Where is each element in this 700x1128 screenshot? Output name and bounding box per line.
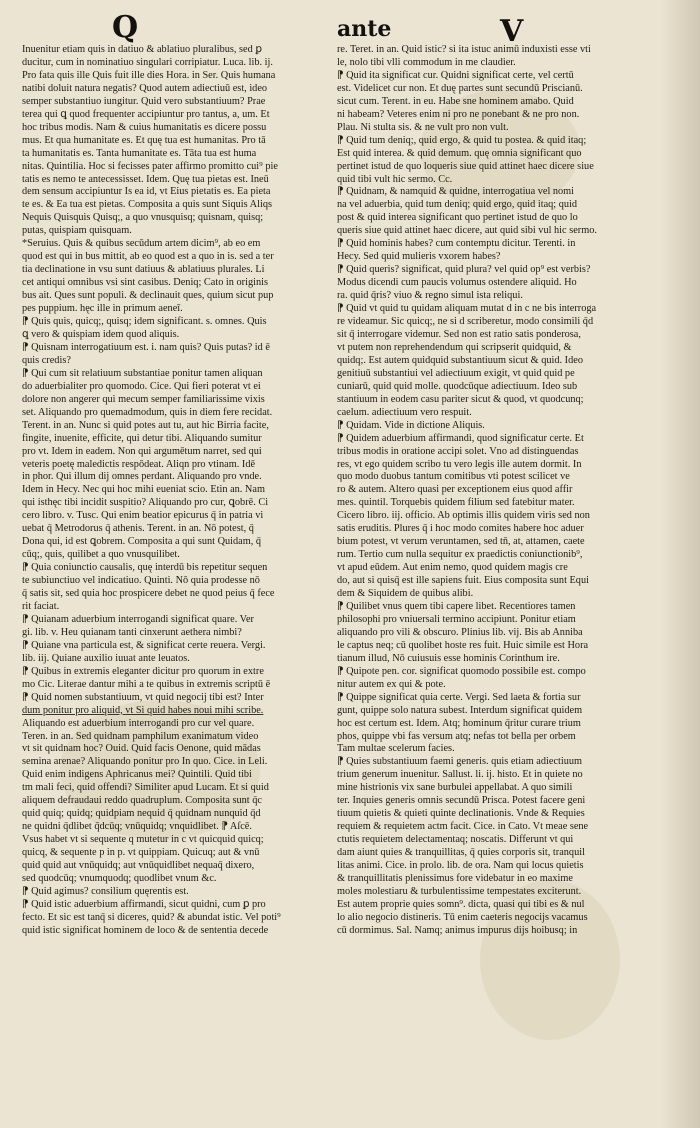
text-line: in phor. Qui illum dij omnes perdant. Aliquando pro vnde. bbox=[22, 471, 262, 483]
text-line: pes puppium. hęc ille in primum aeneī. bbox=[22, 303, 183, 315]
text-line: ⁋ Quid nomen substantiuum, vt quid negocij tibi est? Inter bbox=[22, 691, 264, 703]
text-line: mine histrionis vix sane burbulei appellabat. A quo simili bbox=[337, 782, 573, 794]
text-line: Quid enim indigens Aphricanus mei? Quintili. Quid tibi bbox=[22, 769, 252, 781]
header-left-letter: Q bbox=[112, 10, 139, 45]
text-line: dolore non angerer qui mecum semper familiarissime vixis bbox=[22, 393, 265, 405]
text-line: ⁋ Quippe significat quia certe. Vergi. Sed laeta & fortia sur bbox=[337, 691, 581, 703]
text-line: requiem & requietem actm facit. Cice. in Cato. Vt meae sene bbox=[337, 821, 589, 833]
text-line: quidq;. Est autem quidquid substantiuum sicut & quid. Ideo bbox=[337, 354, 583, 366]
text-line: ⁋ Quidem aduerbium affirmandi, quod significatur certe. Et bbox=[337, 432, 584, 444]
text-line: ta humanitatis es. Tanta humanitate es. Tāta tua est huma bbox=[22, 147, 257, 159]
text-line: mo Cic. Literae dantur mihi a te quibus in extremis scriptū ē bbox=[22, 678, 271, 690]
text-line: cū dormimus. Sal. Namq; animus impurus dijs hoibusq; in bbox=[337, 924, 578, 936]
header-right-letter: V bbox=[500, 14, 524, 49]
text-line: na vel aduerbia, quid tum deniq; quid ergo, quid itaq; quid bbox=[337, 199, 578, 211]
text-line: dem & Siquidem de quibus alibi. bbox=[337, 588, 474, 600]
text-line: quid tibi vult hic sermo. Cc. bbox=[337, 173, 453, 185]
text-line: le captus neq; cū quolibet hoste res fuit. Huic simile est Hora bbox=[337, 639, 589, 651]
text-line: ro & autem. Altero quasi per exceptionem eius quod affir bbox=[337, 484, 573, 496]
text-line: phos, quippe vbi fas versum atq; nefas tot bella per orbem bbox=[337, 730, 576, 742]
text-line: *Seruius. Quis & quibus secūdum artem dicim⁹, ab eo em bbox=[22, 238, 261, 250]
text-line: aliquem defraudaui reddo quadruplum. Composita sunt q̄c bbox=[22, 795, 262, 807]
text-line: le, nolo tibi vlli commodum in me claudier. bbox=[337, 56, 516, 68]
text-line: moles molestiaru & turbulentissime tempestates exciterunt. bbox=[337, 885, 582, 897]
text-line: quid quiq; quidq; quidpiam nequid q̄ quidnam nunquid q̄d bbox=[22, 808, 261, 820]
text-line: Nequis Quisquis Quisq;, a quo vnusquisq; quisnam, quisq; bbox=[22, 212, 264, 224]
text-line: dem sensum accipiuntur Is ea id, vt Eius pietatis es. Ea pieta bbox=[22, 186, 271, 198]
text-line: re. Teret. in an. Quid istic? si ita istuc animū induxisti esse vti bbox=[337, 44, 591, 55]
text-line: ⁋ Quilibet vnus quem tibi capere libet. Recentiores tamen bbox=[337, 600, 576, 612]
text-line: philosophi pro vniuersali termino accipiunt. Ponitur etiam bbox=[337, 613, 576, 625]
text-line: pro vt. Idem in eadem. Non qui argumētum narret, sed qui bbox=[22, 445, 262, 457]
text-line: do, aut si quisq̄ est ille sapiens fuit. Eius composita sunt Equi bbox=[337, 575, 589, 587]
text-line: Dona qui, id est ꝗobrem. Composita a qui sunt Quidam, q̄ bbox=[22, 536, 262, 548]
text-line: ni habeam? Veteres enim ni pro ne ponebant & ne pro non. bbox=[337, 108, 580, 120]
text-line: Teren. in an. Sed quidnam pamphilum exanimatum video bbox=[22, 730, 259, 742]
text-line: putas, quispiam quisquam. bbox=[22, 225, 132, 237]
text-line: ⁋ Quis quis, quicq;, quisq; idem significant. s. omnes. Quis bbox=[22, 316, 267, 328]
text-line: q̄ satis sit, sed quia hoc prospicere debet ne quod peius q̄ fece bbox=[22, 588, 275, 600]
text-line: est. Videlicet cur non. Et duę partes sunt secundū Priscianū. bbox=[337, 82, 583, 94]
text-line: semina arenae? Aliquando ponitur pro In quo. Cice. in Leli. bbox=[22, 756, 268, 768]
text-line: hoc est certum est. Idem. Atq; hominum q̄ritur curare trium bbox=[337, 717, 581, 729]
text-line: fingite, inuenite, efficite, qui detur tibi. Aliquando sumitur bbox=[22, 432, 262, 444]
text-line: sicut cum. Terent. in eu. Habe sne hominem amabo. Quid bbox=[337, 95, 574, 107]
text-line: Inuenitur etiam quis in datiuo & ablatiuo pluralibus, sed ꝑ bbox=[22, 44, 262, 55]
text-line: Idem in Hecy. Nec qui hoc mihi eueniat scio. Etin an. Nam bbox=[22, 484, 265, 496]
text-line: cuniarū, quid quid molle. quodcūque adiectiuum. Ideo sub bbox=[337, 380, 578, 392]
text-line: ⁋ Quid vt quid tu quidam aliquam mutat d in c ne bis interroga bbox=[337, 303, 597, 315]
text-line: rit faciat. bbox=[22, 600, 60, 612]
text-line: dum ponitur pro aliquid, vt Si quid habes noui mihi scribe. bbox=[22, 704, 264, 716]
text-line: bium potest, vt verum veruntamen, sed tn̄, at, attamen, caete bbox=[337, 536, 585, 548]
text-line: terea qui ꝗ quod frequenter accipiuntur pro tantus, a, um. Et bbox=[22, 108, 270, 120]
text-line: te es. & Ea tua est pietas. Composita a quis sunt Siquis Aliqs bbox=[22, 199, 272, 211]
text-line: tia declinatione in vsu sunt datiuus & ablatiuus plurales. Li bbox=[22, 264, 265, 276]
right-text-column bbox=[337, 44, 643, 1094]
text-line: tatis es nemo te antecessisset. Idem. Quę tua pietas est. Ineū bbox=[22, 173, 269, 185]
text-line: quid istic significat hominem de loco & de sententia decede bbox=[22, 924, 269, 936]
text-line: lib. iij. Quiane auxilio iuuat ante leuatos. bbox=[22, 652, 190, 664]
text-line: ne quidni q̄dlibet q̄dcūq; vnūquidq; vnquidlibet. ⁋ Aſcē. bbox=[22, 821, 252, 833]
text-line: satis eruditis. Plures q̄ i hoc modo comites habere hoc aduer bbox=[337, 523, 584, 535]
text-line: pertinet istud de quo loqueris siue quid attinet haec dicere siue bbox=[337, 160, 594, 172]
running-header bbox=[0, 8, 700, 49]
text-line: sit q̄ interrogare videmur. Sed non est ratio satis ponderosa, bbox=[337, 328, 581, 340]
text-line: vt apud eūdem. Aut enim nemo, quod quidem magis cre bbox=[337, 562, 568, 574]
text-line: res, vt ego quidem scribo tu vero legis ille autem dormit. In bbox=[337, 458, 582, 470]
text-line: stantiuum in eodem casu pariter sicut & quod, vt quodcunq; bbox=[337, 393, 584, 405]
text-line: sed quodcūq; vnumquodq; quodlibet vnum &c. bbox=[22, 873, 217, 884]
text-line: te subiunctiuo vel indicatiuo. Quinti. Nō quia prodesse nō bbox=[22, 575, 260, 587]
left-text-column bbox=[22, 44, 322, 1094]
text-line: ⁋ Quiane vna particula est, & significat certe reuera. Vergi. bbox=[22, 639, 266, 651]
text-line: vt putem non reprehendendum qui scripserit quidquid, & bbox=[337, 341, 572, 353]
text-line: veteris poetę maledictis respōdeat. Aliqn pro vtinam. Idē bbox=[22, 458, 256, 470]
text-line: ⁋ Quid tum deniq;, quid ergo, & quid tu postea. & quid itaq; bbox=[337, 134, 587, 146]
text-line: tm mali feci, quid offendi? Similiter apud Lucam. Et si quid bbox=[22, 782, 269, 794]
text-line: gi. lib. v. Heu quianam tanti cinxerunt aethera nimbi? bbox=[22, 626, 242, 638]
text-line: Modus dicendi cum paucis volumus ostendere aliquid. Ho bbox=[337, 277, 577, 289]
text-line: quicq, & sequente p in p. vt quippiam. Quicuq; aut & vnū bbox=[22, 847, 260, 859]
text-line: nitas. Quintilia. Hoc si fecisses pater affirmo promitto cui⁹ pie bbox=[22, 160, 278, 172]
text-line: quid quid aut vnūquidq; aut vnūquidlibet nequaq̄ dixero, bbox=[22, 860, 255, 872]
text-line: aliquando pro vili & obscuro. Plinius lib. vij. Bis ab Anniba bbox=[337, 626, 583, 638]
text-line: trium generum inuenitur. Sallust. li. ij. histo. Et in quiete no bbox=[337, 769, 583, 781]
text-line: ⁋ Quid ita significat cur. Quidni significat certe, vel certū bbox=[337, 69, 574, 81]
text-line: quis credis? bbox=[22, 354, 71, 366]
text-line: ⁋ Quid istic aduerbium affirmandi, sicut quidni, cum ꝑ pro bbox=[22, 898, 266, 910]
text-line: uebat q̄ Metrodorus q̄ athenis. Terent. in an. Nō potest, q̄ bbox=[22, 523, 254, 535]
text-line: hoc tribus modis. Nam & cuius humanitatis es dicere possu bbox=[22, 121, 267, 133]
text-line: ⁋ Quianam aduerbium interrogandi significat quare. Ver bbox=[22, 613, 254, 625]
text-line: ducitur, cum in nominatiuo singulari corripiatur. Luca. lib. ij. bbox=[22, 56, 273, 68]
text-line: rum. Tertio cum nulla sequitur ex praedictis coniunctionib⁹, bbox=[337, 549, 583, 561]
text-line: ⁋ Quid queris? significat, quid plura? vel quid op⁹ est verbis? bbox=[337, 264, 591, 276]
text-line: tiuum quietis & quieti quinte declinationis. Vnde & Requies bbox=[337, 808, 585, 820]
text-line: & tranquillitatis plenissimus fore videbatur in eo maxime bbox=[337, 873, 573, 884]
text-line: quo modo duobus tantum comitibus vti potest scilicet ve bbox=[337, 471, 570, 483]
text-line: genitiuū substantiui vel adiectiuum exigit, vt quid quid pe bbox=[337, 367, 575, 379]
text-line: mus. Et qua humanitate es. Et quę tua est humanitas. Pro tā bbox=[22, 134, 266, 146]
text-line: queris siue quid attinet haec dicere, aut quid sibi vul hic sermo. bbox=[337, 225, 597, 237]
text-line: tianum illud, Nō cuiusuis esse hominis Corinthum ire. bbox=[337, 652, 560, 664]
text-line: bus ait. Ques sunt populi. & declinauit ques, quium sicut pup bbox=[22, 290, 274, 302]
text-line: Aliquando est aduerbium interrogandi pro cur vel quare. bbox=[22, 717, 255, 729]
text-line: Terent. in an. Nunc si quid potes aut tu, aut hic Birria facite, bbox=[22, 419, 269, 431]
text-line: caelum. adiectiuum vero respuit. bbox=[337, 406, 472, 418]
text-line: Pro fata quis ille Quis fuit ille dies Hora. in Ser. Quis humana bbox=[22, 69, 276, 81]
text-line: ⁋ Quia coniunctio causalis, quę interdū bis repetitur sequen bbox=[22, 562, 268, 574]
text-line: ⁋ Qui cum sit relatiuum substantiae ponitur tamen aliquan bbox=[22, 367, 263, 379]
text-line: cero libro. v. Tusc. Qui enim beatior epicurus q̄ in patria vi bbox=[22, 510, 264, 522]
text-line: gunt, quippe solo natura subest. Interdum significat quidem bbox=[337, 704, 583, 716]
header-center-word: ante bbox=[337, 16, 392, 42]
text-line: ter. Inquies generis omnis secundū Prisca. Potest facere geni bbox=[337, 795, 586, 807]
text-line: fecto. Et sic est tanq̄ si diceres, quid? & abundat istic. Vel poti⁹ bbox=[22, 911, 281, 923]
text-line: litas animi. Cice. in prolo. lib. de ora. Nam qui locus quietis bbox=[337, 860, 584, 872]
text-line: dam aiunt quies & tranquillitas, q̄ quies corporis sit, tranquil bbox=[337, 847, 585, 859]
page-edge-shadow bbox=[660, 0, 700, 1128]
text-line: Plau. Ni stulta sis. & ne vult pro non vult. bbox=[337, 121, 509, 133]
text-line: mes. quintil. Torquebis quidem filium sed fatebitur mater. bbox=[337, 497, 575, 509]
text-line: qui isthęc tibi incidit suspitio? Aliquando pro cur, ꝗobrē. Ci bbox=[22, 497, 269, 509]
text-line: quod est qui in bus mittit, ab eo quod est a quo in is. sed a ter bbox=[22, 251, 274, 263]
text-line: re videamur. Sic quicq;, ne si d scriberetur, modo consimili q̄d bbox=[337, 316, 594, 328]
text-line: vt sit quidnam hoc? Ouid. Quid facis Oenone, quid mādas bbox=[22, 743, 261, 755]
text-line: ⁋ Quidam. Vide in dictione Aliquis. bbox=[337, 419, 485, 431]
text-line: ꝗ vero & quispiam idem quod aliquis. bbox=[22, 328, 180, 340]
text-line: semper substantiuo iungitur. Quid vero substantiuum? Prae bbox=[22, 95, 266, 107]
text-line: Tam multae scelerum facies. bbox=[337, 743, 455, 755]
text-line: post & quid interea significant quo pertinet istud de quo lo bbox=[337, 212, 578, 224]
text-line: ⁋ Quid hominis habes? cum contemptu dicitur. Terenti. in bbox=[337, 238, 576, 250]
text-line: ctutis requietem delectamentaq; noscatis. Differunt vt qui bbox=[337, 834, 574, 846]
text-line: set. Aliquando pro quemadmodum, quis in diem fere recidat. bbox=[22, 406, 273, 418]
text-line: tribus modis in oratione accipi solet. Vno ad distinguendas bbox=[337, 445, 579, 457]
text-line: lo alio negocio distineris. Tū enim caeteris negocijs vacamus bbox=[337, 911, 588, 923]
text-line: cet antiqui omnibus vsi sint casibus. Deniq; Cato in originis bbox=[22, 277, 268, 289]
text-line: ⁋ Quidnam, & namquid & quidne, interrogatiua vel nomi bbox=[337, 186, 575, 198]
text-line: Est autem proprie quies somn⁹. dicta, quasi qui tibi es & nul bbox=[337, 898, 585, 910]
text-line: ⁋ Quipote pen. cor. significat quomodo possibile est. compo bbox=[337, 665, 586, 677]
text-line: ⁋ Quibus in extremis eleganter dicitur pro quorum in extre bbox=[22, 665, 264, 677]
text-line: ra. quid q̄ris? viuo & regno simul ista reliqui. bbox=[337, 290, 523, 302]
text-line: ⁋ Quid agimus? consilium quęrentis est. bbox=[22, 885, 189, 897]
text-line: do aduerbialiter pro quomodo. Cice. Qui fieri poterat vt ei bbox=[22, 380, 261, 392]
text-line: ⁋ Quisnam interrogatiuum est. i. nam quis? Quis putas? id ē bbox=[22, 341, 270, 353]
text-line: Cicero libro. iij. officio. Ab optimis illis quidem viris sed non bbox=[337, 510, 590, 522]
text-line: nitur autem ex qui & pote. bbox=[337, 678, 446, 690]
text-line: Est quid interea. & quid demum. quę omnia significant quo bbox=[337, 147, 582, 159]
text-line: Vsus habet vt si sequente q mutetur in c vt quicquid quicq; bbox=[22, 834, 264, 846]
text-line: cūq;, quis, quilibet a quo vnusquilibet. bbox=[22, 549, 180, 561]
text-line: natibi doluit natura negatis? Quod autem adiectiuū est, ideo bbox=[22, 82, 268, 94]
text-line: Hecy. Sed quid mulieris vxorem habes? bbox=[337, 251, 501, 263]
text-line: ⁋ Quies substantiuum faemi generis. quis etiam adiectiuum bbox=[337, 756, 583, 768]
